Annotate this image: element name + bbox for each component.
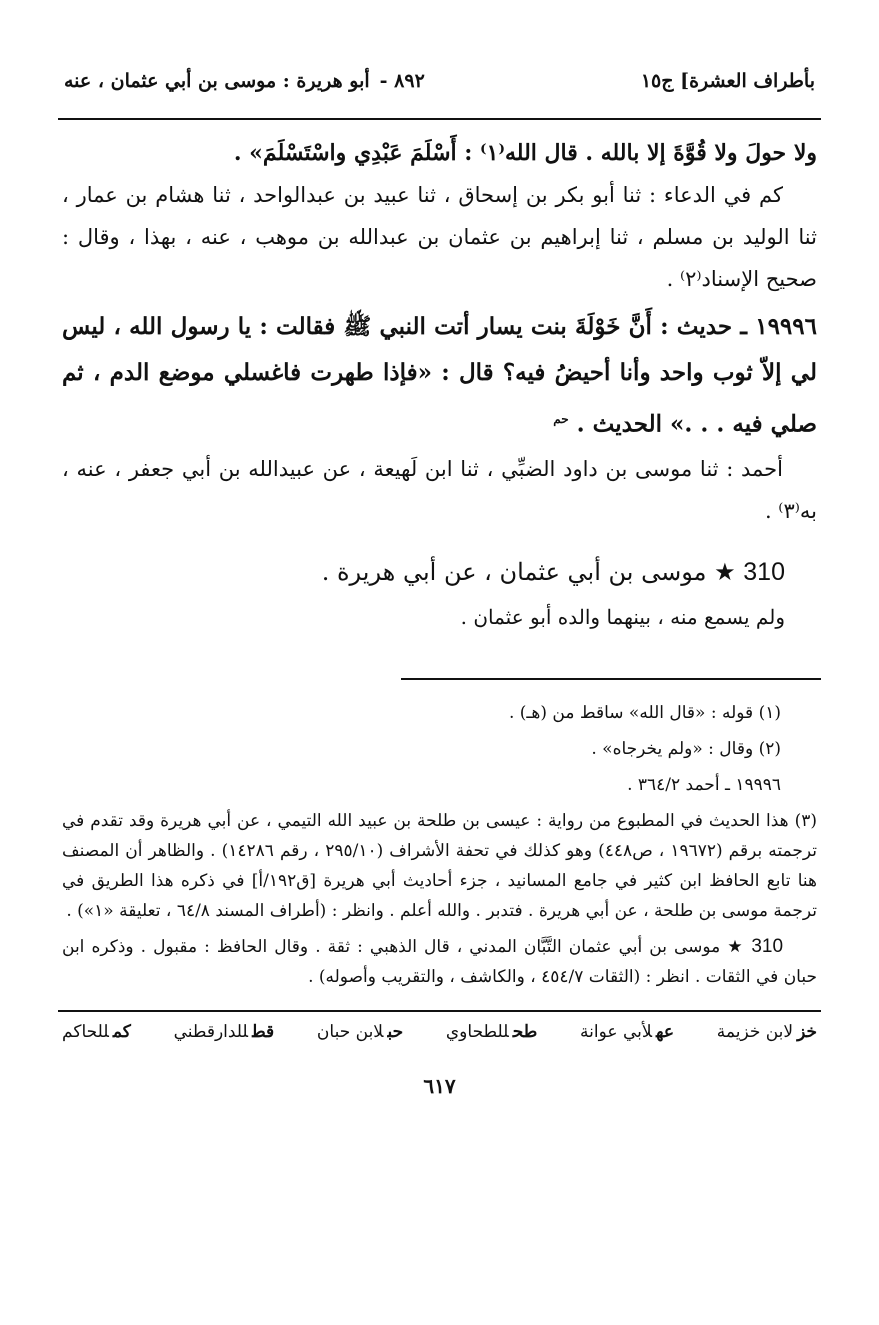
header-entry-title: أبو هريرة : موسى بن أبي عثمان ، عنه (64, 70, 370, 92)
footnote-reference: ١٩٩٩٦ ـ أحمد ٣٦٤/٢ . (627, 774, 781, 795)
running-header (58, 70, 821, 110)
main-text (58, 132, 821, 532)
footnote-3: (٣) هذا الحديث في المطبوع من رواية : عيسى بن طلحة بن عبيد الله التيمي ، عن أبي هريرة وقد تقدم في ترجمته برقم (١٩٦٧٢ ، ص٤٤٨) وهو كذلك في تحفة الأشراف (٢٩٥/١٠ ، رقم ١٤٢٨٦) . والظاهر أن المصنف هنا تابع الحافظ ابن كثير في جامع المسانيد ، جزء أحاديث أبي هريرة [ق١٩٢/أ] في ذكره هذا الطريق في ترجمة موسى بن طلحة ، عن أبي هريرة . فتدبر . والله أعلم . وانظر : (أطراف المسند ٦٤/٨ ، تعليقة «١») . (62, 810, 817, 921)
hadith-number: ١٩٩٩٦ (755, 313, 817, 340)
footnote-2: (٢) وقال : «ولم يخرجاه» . (591, 738, 781, 759)
footnote-biography (62, 932, 817, 992)
entry-subtitle: ولم يسمع منه ، بينهما والده أبو عثمان . (460, 604, 785, 629)
header-book-title: بأطراف العشرة] ج١٥ (640, 70, 815, 92)
footnotes (58, 698, 821, 992)
legend-item: حبلابن حبان (316, 1021, 404, 1042)
bio-number: 310 (751, 935, 784, 957)
legend-item: طحللطحاوي (445, 1021, 538, 1042)
hadith-marker: حم (553, 412, 569, 426)
bio-star-icon: ★ (727, 936, 745, 957)
footnote-1: (١) قوله : «قال الله» ساقط من (هـ) . (508, 702, 781, 723)
legend-item: قطللدارقطني (173, 1021, 275, 1042)
bio-text: موسى بن أبي عثمان التَّبَّان المدني ، قال الذهبي : ثقة . وقال الحافظ : مقبول . وذكره ابن حبان في الثقات . انظر : (الثقات ٤٥٤/٧ ، والكاشف ، والتقريب وأصوله) . (62, 936, 817, 987)
legend-item: كمللحاكم (62, 1021, 131, 1042)
hadith-text: ـ حديث : أَنَّ خَوْلَةَ بنت يسار أتت النبي ﷺ فقالت : يا رسول الله ، ليس لي إلاّ ثوب واحد وأنا أحيضُ فيه؟ قال : «فإذا طهرت فاغسلي موضع الدم ، ثم صلي فيه . . .» الحديث . (62, 313, 817, 438)
hadith-closing-line: ولا حولَ ولا قُوَّةَ إلا بالله . قال الله⁽١⁾ : أَسْلَمَ عَبْدِي واسْتَسْلَمَ» . (233, 140, 817, 166)
ahmad-paragraph: أحمد : ثنا موسى بن داود الضبِّي ، ثنا ابن لَهيعة ، عن عبيدالله بن أبي جعفر ، عنه ، به⁽٣⁾ . (62, 456, 817, 523)
star-icon: ★ (714, 557, 736, 586)
entry-title: موسى بن أبي عثمان ، عن أبي هريرة . (321, 557, 707, 586)
legend-item: عهلأبي عوانة (580, 1021, 674, 1042)
header-entry-number: ٨٩٢ - (379, 70, 425, 92)
header-entry (64, 70, 425, 92)
footnote-rule (401, 678, 821, 680)
entry-number: 310 (743, 557, 785, 586)
abbreviation-legend (58, 1022, 821, 1042)
entry-heading (58, 548, 821, 596)
legend-rule (58, 1010, 821, 1012)
kam-paragraph: كم في الدعاء : ثنا أبو بكر بن إسحاق ، ثنا عبيد بن عبدالواحد ، ثنا هشام بن عمار ، ثنا الوليد بن مسلم ، ثنا إبراهيم بن عثمان بن عبدالله بن موهب ، عنه ، بهذا ، وقال : صحيح الإسناد⁽٢⁾ . (62, 183, 817, 291)
legend-item: خزلابن خزيمة (716, 1021, 817, 1042)
hadith-paragraph (62, 304, 817, 448)
header-rule (58, 118, 821, 120)
page-number: ٦١٧ (423, 1073, 456, 1098)
